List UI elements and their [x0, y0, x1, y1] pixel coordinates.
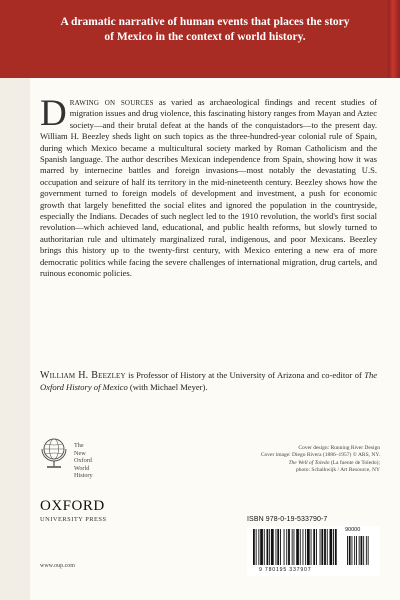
- barcode-addon-bar: [356, 536, 357, 565]
- barcode-bar: [264, 529, 265, 565]
- barcode-bar: [280, 529, 281, 565]
- cover-credits: [180, 445, 380, 474]
- barcode-bar: [330, 529, 333, 565]
- barcode-addon-bar: [359, 536, 360, 565]
- author-name: William H. Beezley: [40, 370, 126, 381]
- drop-cap: D: [40, 93, 67, 134]
- barcode-addon-bar: [354, 536, 355, 565]
- barcode-bar: [286, 529, 287, 565]
- barcode-bar: [258, 529, 259, 565]
- credit-image: Cover image: Diego Rivera (1886–1957) © ARS, NY.: [260, 452, 380, 459]
- barcode-bar: [307, 529, 310, 565]
- barcode-bar: [271, 529, 274, 565]
- barcode-bar: [267, 529, 269, 565]
- credit-photo: photo: Schalkwijk / Art Resource, NY: [295, 466, 380, 473]
- publisher-name: OXFORD: [40, 498, 105, 514]
- series-line: The: [74, 442, 84, 449]
- barcode-bar: [260, 529, 263, 565]
- barcode-digits: 9 780195 337907: [259, 567, 312, 573]
- barcode-bar: [320, 529, 321, 565]
- barcode-addon-bar: [368, 536, 369, 565]
- barcode-bar: [296, 529, 299, 565]
- barcode-bar: [292, 529, 293, 565]
- barcode-bar: [305, 529, 306, 565]
- barcode-bar: [256, 529, 257, 565]
- barcode-bar: [321, 529, 323, 565]
- book-description: [40, 93, 377, 280]
- barcode-bar: [300, 529, 301, 565]
- barcode-bar: [311, 529, 312, 565]
- credit-image-title-note: (La fuente de Toledo);: [329, 459, 380, 466]
- description-body: as varied as archaeological findings and recent studies of migration issues and drug violence, this fascinating history ranges from Mayan and Aztec society—and their brutal defeat at the hands of the conquistadors—to the present day. William H. Beezley sheds light on such topics as the three-hundred-year colonial rule of Spain, during which Mexico became a multicultural society marked by Roman Catholicism and the Spanish language. The author describes Mexican independence from Spain, showing how it was marred by internecine battles and foreign invasions—most notably the devastating U.S. occupation and seizure of half its territory in the mid-nineteenth century. Beezley shows how the government turned to foreign models of development and investment, a push for economic growth that largely benefitted the social elites and ignored the population in the countryside, especially the Indians. Decades of such neglect led to the 1910 revolution, the world's first social revolution—which achieved land, educational, and public health reforms, but slowly turned to authoritarian rule and ultimately marginalized rural, indigenous, and poor Mexicans. Beezley brings this history up to the twenty-first century, with Mexico entering a new era of more democratic politics while facing the severe challenges of international migration, drug cartels, and ruinous economic policies.: [40, 97, 377, 279]
- series-label: [74, 442, 93, 480]
- barcode-bar: [294, 529, 295, 565]
- barcode-bar: [277, 529, 279, 565]
- series-line: Oxford: [74, 457, 92, 465]
- isbn-label: ISBN 978-0-19-533790-7: [247, 516, 328, 523]
- barcode-bar: [269, 529, 270, 565]
- barcode-bar: [327, 529, 328, 565]
- barcode-bar: [284, 529, 285, 565]
- bio-text-2: (with Michael Meyer).: [127, 381, 208, 392]
- series-line: World: [74, 464, 90, 472]
- price-code: 90000: [345, 527, 361, 533]
- series-line: New: [74, 449, 86, 457]
- barcode-addon-bar: [363, 536, 364, 565]
- credit-design: Cover design: Running River Design: [298, 445, 380, 451]
- barcode-addon-bar: [352, 536, 353, 565]
- barcode-bar: [316, 529, 317, 565]
- bio-text-1: is Professor of History at the University of Arizona and co-editor of: [125, 370, 365, 380]
- series-line: History: [74, 472, 93, 480]
- description-lead-in: rawing on sources: [69, 97, 154, 108]
- barcode-bar: [303, 529, 304, 565]
- barcode-addon-bar: [349, 536, 351, 565]
- barcode-bar: [276, 529, 277, 565]
- barcode-bar: [333, 529, 334, 565]
- spine-edge-strip: [388, 0, 400, 78]
- barcode-bar: [324, 529, 326, 565]
- publisher-website: www.oup.com: [40, 563, 75, 569]
- barcode-addon-bar: [361, 536, 363, 565]
- barcode-bar: [335, 529, 337, 565]
- author-bio: [40, 370, 377, 393]
- tagline: A dramatic narrative of human events that places the story of Mexico in the context of world history.: [60, 16, 350, 43]
- publisher-logo: [40, 498, 120, 523]
- publisher-sub: UNIVERSITY PRESS: [40, 516, 107, 523]
- barcode-bar: [313, 529, 315, 565]
- bio-book-title: The Oxford History of Mexico: [40, 370, 378, 392]
- barcode-addon-bar: [366, 536, 367, 565]
- barcode-bar: [288, 529, 290, 565]
- barcode: [247, 526, 380, 576]
- credit-image-title: The Well of Toledo: [288, 459, 330, 466]
- barcode-bar: [253, 529, 255, 565]
- barcode-addon-bar: [347, 536, 348, 565]
- globe-on-stand-icon: [40, 436, 68, 470]
- credit-image-title-line: [180, 460, 380, 467]
